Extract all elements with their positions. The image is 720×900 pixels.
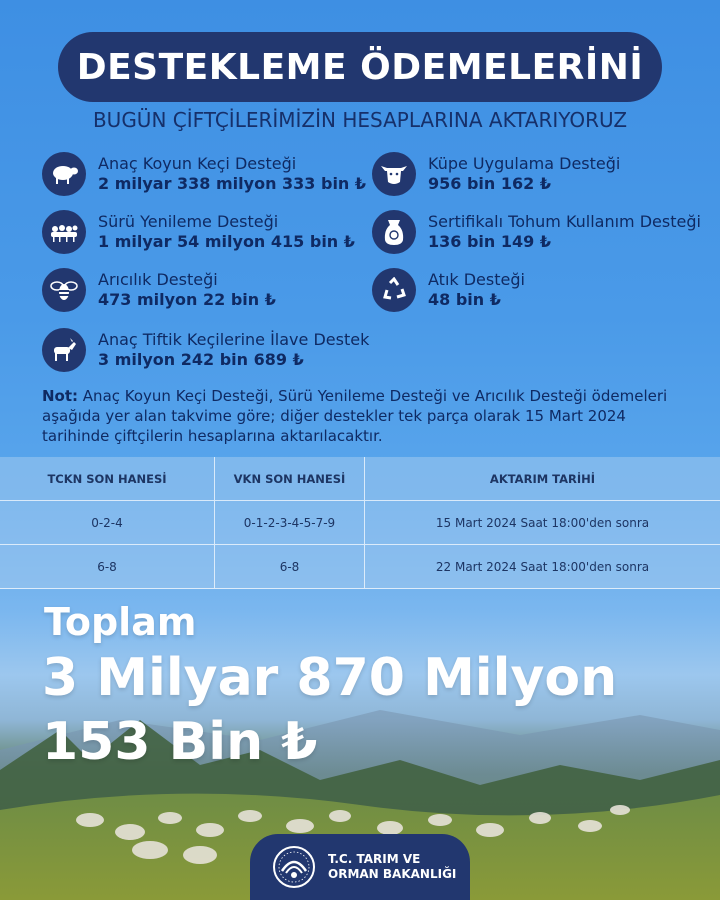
- total-amount-line-1: 3 Milyar 870 Milyon: [42, 648, 618, 708]
- support-amount: 3 milyon 242 bin 689 ₺: [98, 350, 304, 369]
- support-name: Atık Desteği: [428, 270, 525, 289]
- ministry-name-line-1: T.C. TARIM VE: [328, 852, 421, 866]
- cow-icon: [372, 152, 416, 196]
- support-amount: 956 bin 162 ₺: [428, 174, 551, 193]
- support-name: Anaç Koyun Keçi Desteği: [98, 154, 297, 173]
- support-amount: 473 milyon 22 bin ₺: [98, 290, 276, 309]
- page-title: DESTEKLEME ÖDEMELERİNİ: [76, 46, 644, 88]
- note-label: Not:: [42, 387, 79, 405]
- total-amount-line-2: 153 Bin ₺: [42, 712, 318, 772]
- support-item-kupe-uygulama: [372, 152, 620, 196]
- bee-icon: [42, 268, 86, 312]
- table-cell: 15 Mart 2024 Saat 18:00'den sonra: [435, 515, 650, 530]
- support-name: Sertifikalı Tohum Kullanım Desteği: [428, 212, 701, 231]
- ministry-name-line-2: ORMAN BAKANLIĞI: [328, 867, 457, 881]
- table-cell: 0-1-2-3-4-5-7-9: [215, 501, 365, 544]
- sheep-icon: [42, 152, 86, 196]
- table-cell: 6-8: [215, 545, 365, 588]
- table-header-cell: VKN SON HANESİ: [215, 457, 365, 500]
- support-item-anac-koyun-keci: [42, 152, 366, 196]
- table-header-cell: AKTARIM TARİHİ: [489, 471, 596, 486]
- page-subtitle: BUGÜN ÇİFTÇİLERİMİZİN HESAPLARINA AKTARIYORUZ: [92, 108, 628, 132]
- herd-icon: [42, 210, 86, 254]
- table-cell: 0-2-4: [0, 501, 215, 544]
- goat-icon: [42, 328, 86, 372]
- total-label: Toplam: [44, 600, 197, 644]
- support-name: Küpe Uygulama Desteği: [428, 154, 621, 173]
- support-name: Anaç Tiftik Keçilerine İlave Destek: [98, 330, 370, 349]
- ministry-logo-badge: [250, 834, 470, 900]
- support-amount: 136 bin 149 ₺: [428, 232, 551, 251]
- support-item-atik: [372, 268, 525, 312]
- support-name: Arıcılık Desteği: [98, 270, 218, 289]
- table-cell: 6-8: [0, 545, 215, 588]
- table-header-row: [0, 457, 720, 501]
- table-cell: 22 Mart 2024 Saat 18:00'den sonra: [435, 559, 650, 574]
- ministry-emblem-icon: [272, 845, 316, 889]
- support-item-anac-tiftik: [42, 328, 369, 372]
- table-row: [0, 545, 720, 589]
- support-item-suru-yenileme: [42, 210, 355, 254]
- support-amount: 1 milyar 54 milyon 415 bin ₺: [98, 232, 355, 251]
- table-row: [0, 501, 720, 545]
- note-text: Anaç Koyun Keçi Desteği, Sürü Yenileme Desteği ve Arıcılık Desteği ödemeleri aşağıda yer alan takvime göre; diğer destekler tek parça olarak 15 Mart 2024 tarihinde çiftçilerin hesaplarına aktarılacaktır.: [42, 387, 668, 445]
- support-name: Sürü Yenileme Desteği: [98, 212, 279, 231]
- payment-note: [42, 386, 682, 446]
- support-amount: 2 milyar 338 milyon 333 bin ₺: [98, 174, 367, 193]
- seed-bag-icon: [372, 210, 416, 254]
- support-item-aricilik: [42, 268, 276, 312]
- recycle-icon: [372, 268, 416, 312]
- support-amount: 48 bin ₺: [428, 290, 501, 309]
- payment-schedule-table: [0, 457, 720, 589]
- title-banner: [58, 32, 662, 102]
- support-item-sertifikali-tohum: [372, 210, 701, 254]
- table-header-cell: TCKN SON HANESİ: [0, 457, 215, 500]
